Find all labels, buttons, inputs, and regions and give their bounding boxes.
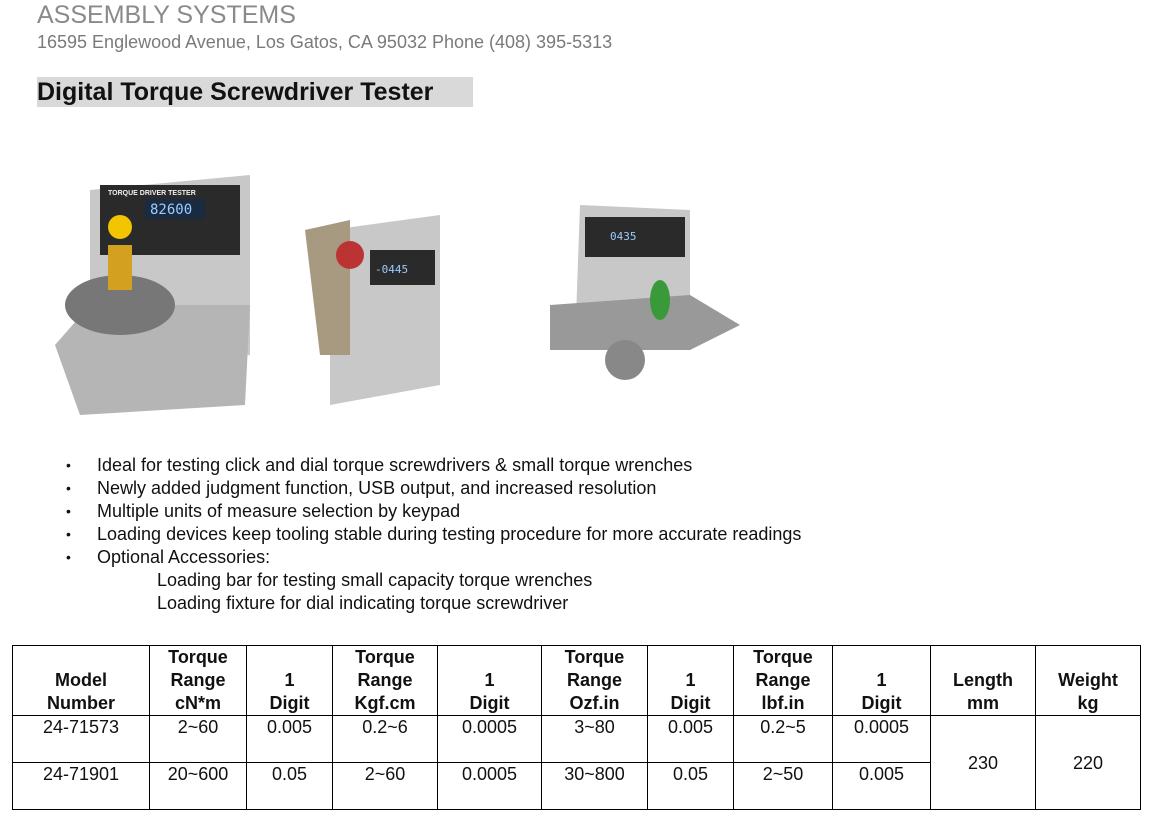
- header-line: lbf.in: [761, 693, 805, 713]
- header-line: 1: [876, 670, 887, 690]
- column-header: [648, 646, 734, 716]
- spec-table: [12, 645, 1141, 810]
- header-line: Range: [357, 670, 413, 690]
- display-readout: -0445: [375, 263, 409, 276]
- feature-item: • Multiple units of measure selection by keypad: [66, 500, 801, 523]
- header-line: Torque: [168, 647, 228, 667]
- table-cell: 0.0005: [438, 763, 542, 810]
- tester-panel-label: TORQUE DRIVER TESTER: [108, 190, 196, 197]
- header-line: Range: [755, 670, 811, 690]
- header-line: Number: [46, 693, 115, 713]
- table-cell: 0.0005: [438, 716, 542, 763]
- header-line: Range: [170, 670, 226, 690]
- column-header: [931, 646, 1036, 716]
- length-cell: 230: [931, 716, 1036, 810]
- table-cell: 24-71901: [13, 763, 150, 810]
- header-line: 1: [484, 670, 495, 690]
- header-line: Torque: [355, 647, 415, 667]
- header-line: Digit: [861, 693, 902, 713]
- tester-image-1: [55, 175, 250, 415]
- product-images: [50, 155, 750, 415]
- table-cell: 0.05: [648, 763, 734, 810]
- header-line: cN*m: [174, 693, 222, 713]
- header-line: Length: [953, 670, 1013, 690]
- accessory-item: Loading bar for testing small capacity torque wrenches: [157, 570, 593, 590]
- tester-image-3: [550, 205, 740, 380]
- table-cell: 20~600: [150, 763, 247, 810]
- accessory-item: Loading fixture for dial indicating torque screwdriver: [157, 593, 569, 613]
- feature-item: • Ideal for testing click and dial torque screwdrivers & small torque wrenches: [66, 454, 801, 477]
- header-line: 1: [284, 670, 295, 690]
- feature-item: • Loading devices keep tooling stable during testing procedure for more accurate readings: [66, 523, 801, 546]
- header-line: Kgf.cm: [354, 693, 416, 713]
- table-cell: 3~80: [542, 716, 648, 763]
- table-row: [13, 716, 1141, 763]
- header-line: Digit: [670, 693, 711, 713]
- display-readout: 82600: [150, 202, 193, 218]
- table-cell: 0.05: [247, 763, 333, 810]
- feature-list: [66, 454, 801, 615]
- column-header: [438, 646, 542, 716]
- table-cell: 2~60: [150, 716, 247, 763]
- table-cell: 24-71573: [13, 716, 150, 763]
- tester-image-2: [305, 215, 440, 405]
- column-header: [734, 646, 833, 716]
- page-title: Digital Torque Screwdriver Tester: [37, 77, 473, 107]
- weight-cell: 220: [1036, 716, 1141, 810]
- table-cell: 2~50: [734, 763, 833, 810]
- column-header: [833, 646, 931, 716]
- column-header: [13, 646, 150, 716]
- table-cell: 0.2~5: [734, 716, 833, 763]
- header-line: Ozf.in: [569, 693, 620, 713]
- feature-item: • Optional Accessories:: [66, 546, 801, 569]
- table-cell: 0.005: [648, 716, 734, 763]
- header-line: Weight: [1058, 670, 1118, 690]
- table-cell: 0.005: [247, 716, 333, 763]
- header-line: kg: [1077, 693, 1099, 713]
- header-line: Torque: [564, 647, 625, 667]
- header-line: 1: [685, 670, 696, 690]
- header-line: Digit: [469, 693, 510, 713]
- company-address: 16595 Englewood Avenue, Los Gatos, CA 95032 Phone (408) 395-5313: [37, 32, 613, 52]
- column-header: [1036, 646, 1141, 716]
- header-line: Range: [566, 670, 622, 690]
- header-line: Torque: [753, 647, 813, 667]
- header-line: Model: [55, 670, 107, 690]
- display-readout: 0435: [610, 230, 637, 243]
- header-line: Digit: [269, 693, 310, 713]
- feature-item: • Newly added judgment function, USB output, and increased resolution: [66, 477, 801, 500]
- table-cell: 0.005: [833, 763, 931, 810]
- table-header-row: [13, 646, 1141, 716]
- table-cell: 2~60: [333, 763, 438, 810]
- column-header: [333, 646, 438, 716]
- table-cell: 0.0005: [833, 716, 931, 763]
- company-name: ASSEMBLY SYSTEMS: [37, 1, 296, 29]
- column-header: [247, 646, 333, 716]
- column-header: [150, 646, 247, 716]
- header-line: mm: [966, 693, 999, 713]
- column-header: [542, 646, 648, 716]
- table-cell: 0.2~6: [333, 716, 438, 763]
- table-cell: 30~800: [542, 763, 648, 810]
